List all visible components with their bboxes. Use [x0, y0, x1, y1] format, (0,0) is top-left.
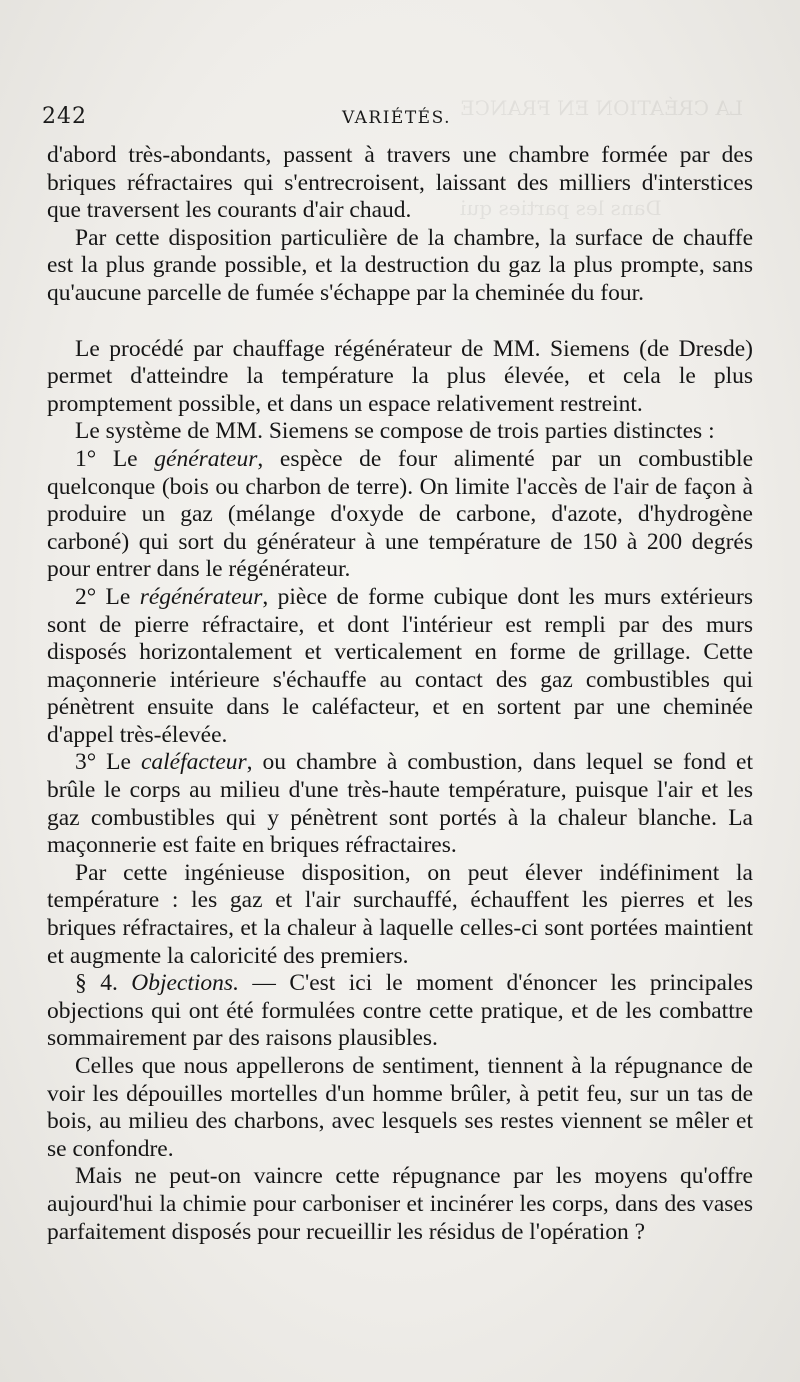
- item-text: , espèce de four alimenté par un combustible quelconque (bois ou charbon de terre). On limite l'accès de l'air de façon à produire un gaz (mélange d'oxyde de carbone, d'azote, d'hydrogène carboné) qui sort du générateur à une température de 150 à 200 degrés pour entrer dans le régénérateur.: [47, 445, 754, 583]
- running-title: VARIÉTÉS.: [342, 108, 452, 128]
- item-term: régénérateur: [139, 583, 263, 610]
- paragraph: Le système de MM. Siemens se compose de trois parties distinctes :: [75, 418, 715, 445]
- paragraph: [47, 584, 753, 750]
- section-number: § 4.: [75, 970, 118, 997]
- page-body: [47, 142, 753, 1246]
- item-term: générateur: [154, 445, 258, 472]
- item-article: Le: [105, 583, 131, 610]
- bleed-through-text: LA CRÉATION EN FRANCE: [460, 96, 744, 120]
- paragraph: Par cette disposition particulière de la chambre, la surface de chauffe est la plus grande possible, et la destruction du gaz la plus prompte, sans qu'aucune parcelle de fumée s'échappe par la cheminée du four.: [47, 224, 753, 306]
- item-term: caléfacteur: [140, 749, 247, 776]
- paragraph: d'abord très-abondants, passent à travers une chambre formée par des briques réfractaires qui s'entrecroisent, laissant des milliers d'interstices que traversent les courants d'air chaud.: [47, 142, 753, 224]
- item-number: 2°: [75, 583, 97, 610]
- page-number: 242: [42, 104, 87, 129]
- page-header: [42, 100, 758, 136]
- paragraph: Le procédé par chauffage régénérateur de MM. Siemens (de Dresde) permet d'atteindre la température la plus élevée, et cela le plus promptement possible, et dans un espace relativement restreint.: [47, 335, 753, 417]
- bleed-through-text: Dans les parties qui: [460, 196, 662, 220]
- item-number: 1°: [75, 445, 97, 472]
- section-text: — C'est ici le moment d'énoncer les principales objections qui ont été formulées contre cette pratique, et de les combattre sommairement par des raisons plausibles.: [47, 970, 753, 1052]
- paragraph: [47, 749, 753, 859]
- item-article: Le: [106, 749, 131, 776]
- item-text: , pièce de forme cubique dont les murs extérieurs sont de pierre réfractaire, et dont l'intérieur est rempli par des murs disposés horizontalement et verticalement en forme de grillage. Cette maçonnerie intérieure s'échauffe au contact des gaz combustibles qui pénètrent ensuite dans le caléfacteur, et en sortent par une cheminée d'appel très-élevée.: [47, 583, 754, 748]
- item-text: , ou chambre à combustion, dans lequel se fond et brûle le corps au milieu d'une très-haute température, puisque l'air et les gaz combustibles qui y pénètrent sont portés à la chaleur blanche. La maçonnerie est faite en briques réfractaires.: [47, 749, 753, 859]
- paragraph: Mais ne peut-on vaincre cette répugnance par les moyens qu'offre aujourd'hui la chimie pour carboniser et incinérer les corps, dans des vases parfaitement disposés pour recueillir les résidus de l'opération ?: [47, 1163, 753, 1245]
- section-heading: Objections.: [131, 970, 239, 997]
- paragraph: [47, 970, 753, 1053]
- paragraph: Par cette ingénieuse disposition, on peut élever indéfiniment la température : les gaz et l'air surchauffé, échauffent les pierres et les briques réfractaires, et la chaleur à laquelle celles-ci sont portées maintient et augmente la caloricité des premiers.: [47, 859, 753, 969]
- item-number: 3°: [75, 749, 97, 776]
- paragraph: Celles que nous appellerons de sentiment, tiennent à la répugnance de voir les dépouilles mortelles d'un homme brûler, à petit feu, sur un tas de bois, au milieu des charbons, avec lesquels ses restes viennent se mêler et se confondre.: [47, 1053, 753, 1162]
- item-article: Le: [112, 445, 138, 472]
- paragraph: [47, 446, 753, 584]
